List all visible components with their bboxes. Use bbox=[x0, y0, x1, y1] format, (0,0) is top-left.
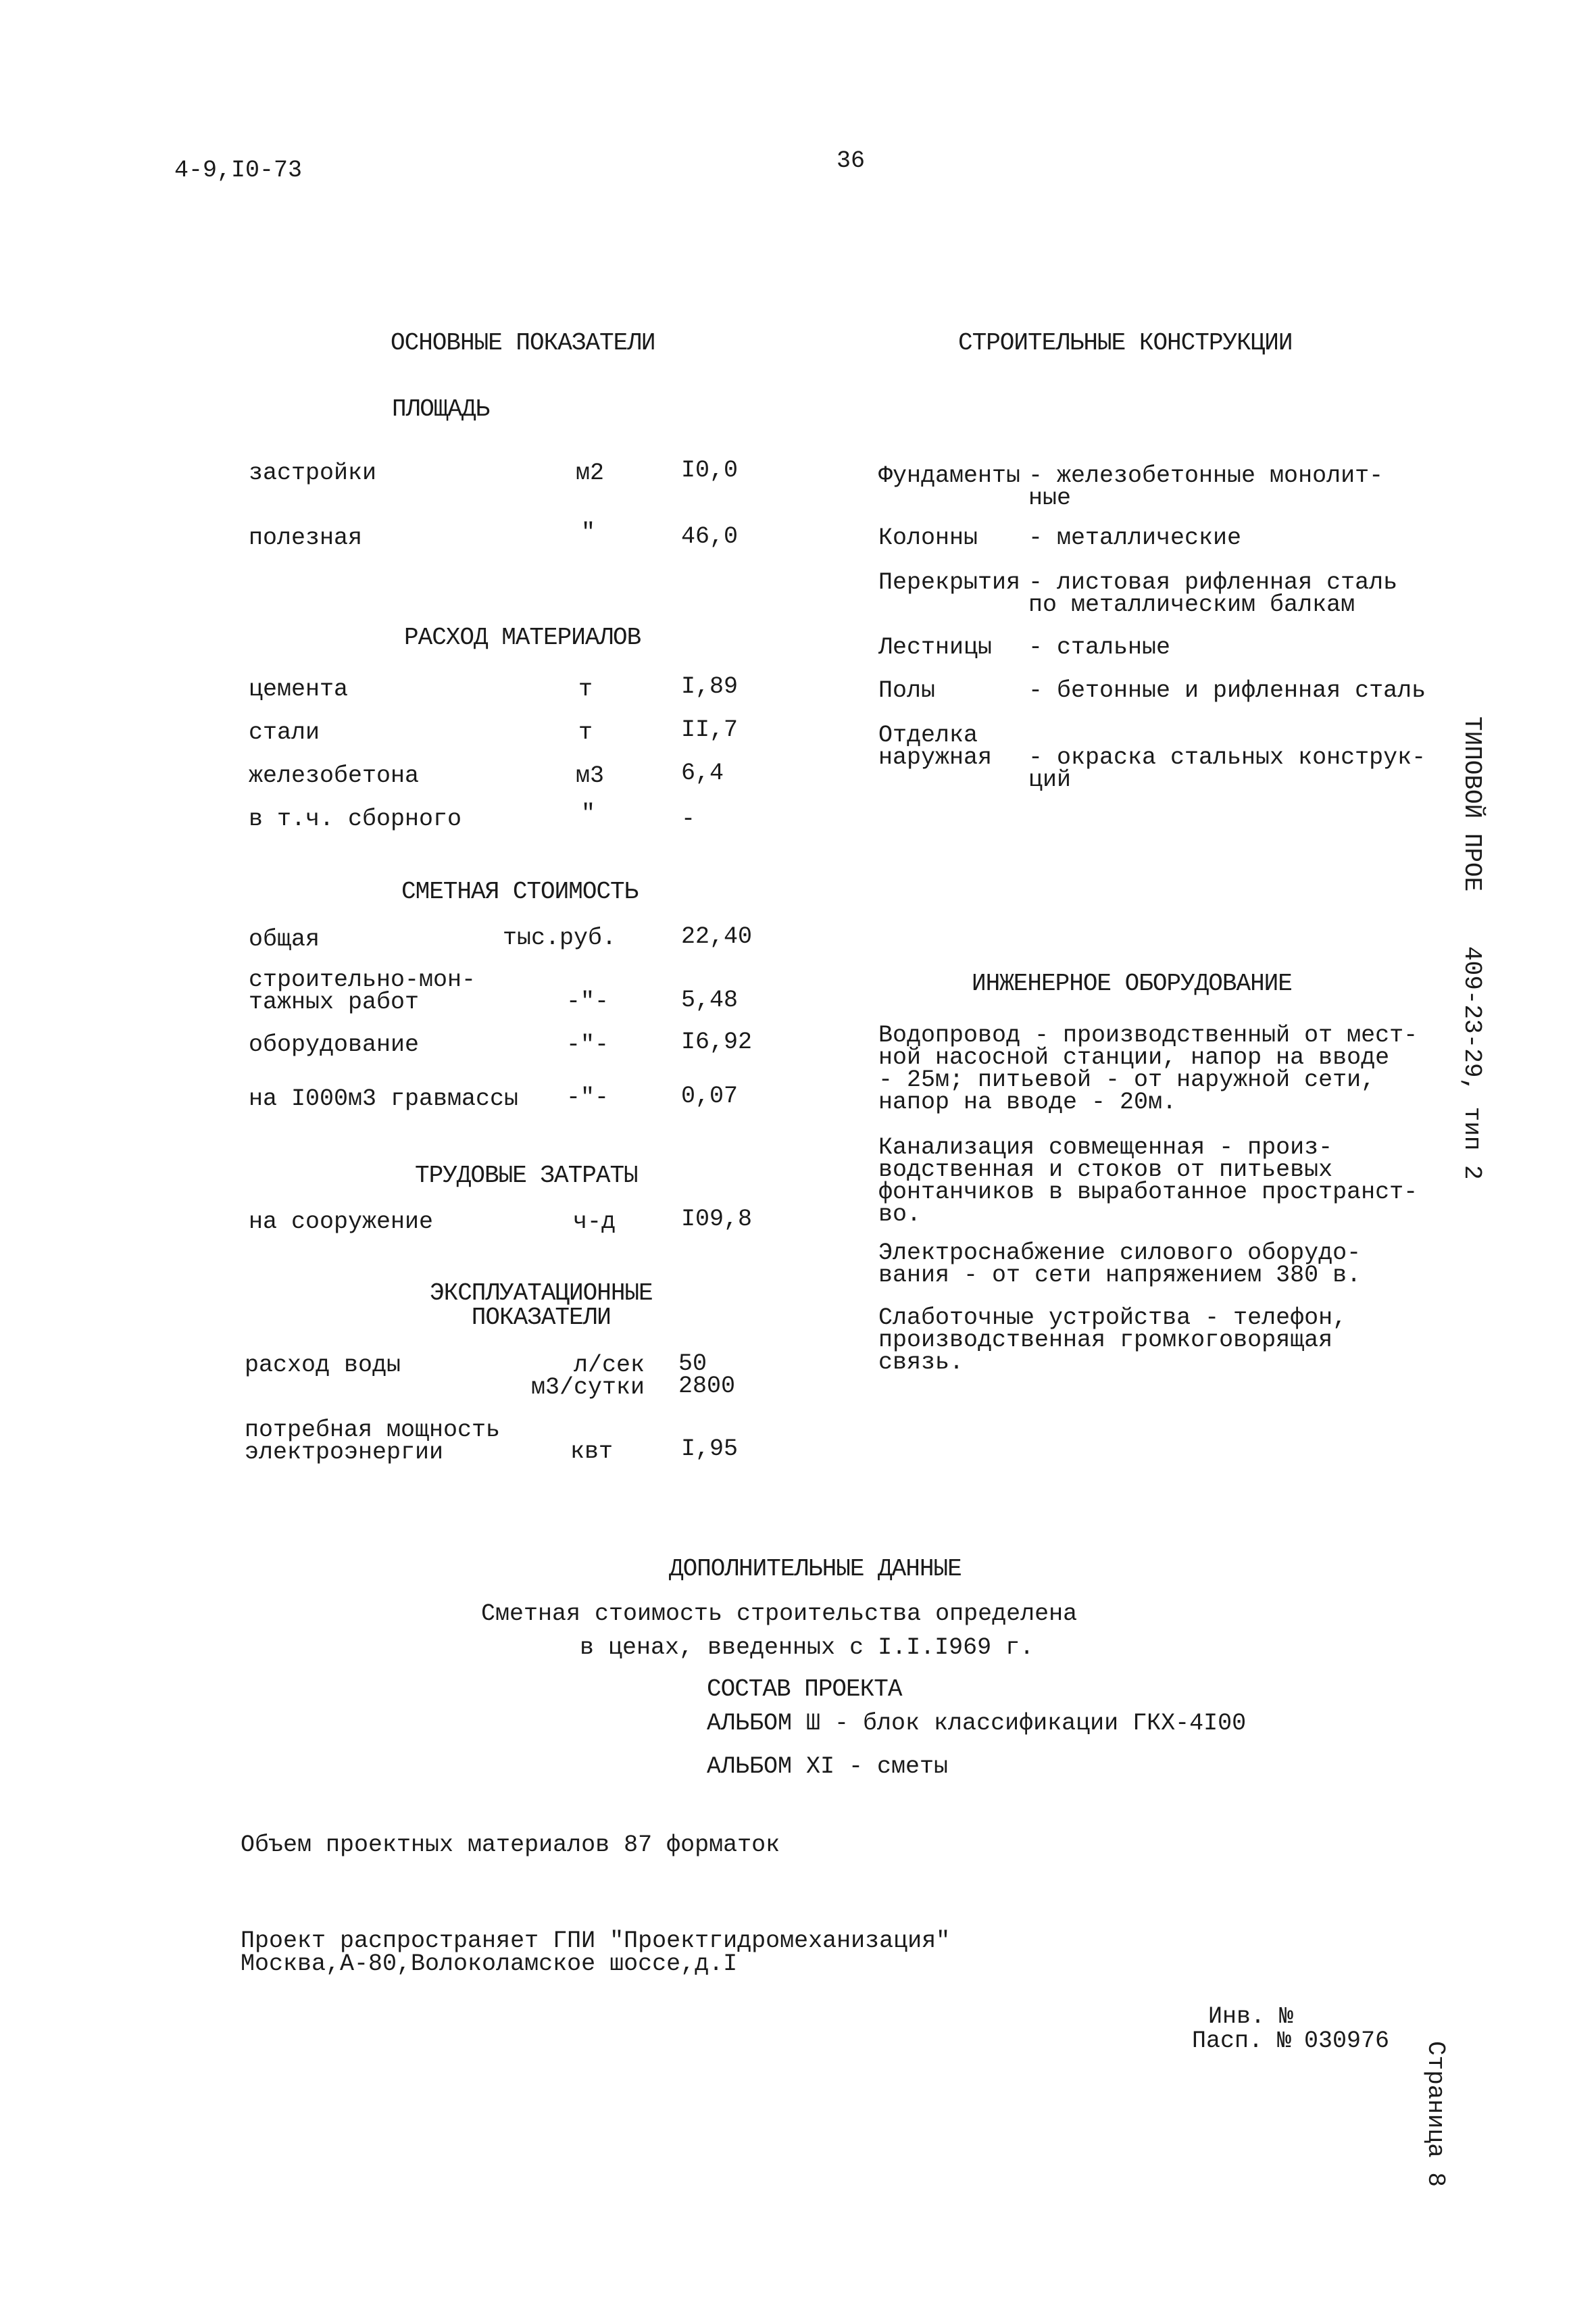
row-value: 6,4 bbox=[681, 760, 724, 787]
row-unit: " bbox=[581, 519, 596, 546]
labor-title: ТРУДОВЫЕ ЗАТРАТЫ bbox=[415, 1162, 638, 1189]
row-name: застройки bbox=[249, 460, 377, 487]
row-value: I0,0 bbox=[681, 457, 739, 484]
cost-title: СМЕТНАЯ СТОИМОСТЬ bbox=[401, 878, 639, 906]
row-unit: -"- bbox=[566, 1031, 609, 1058]
composition-title: СОСТАВ ПРОЕКТА bbox=[707, 1675, 902, 1703]
additional-line: Сметная стоимость строительства определена bbox=[481, 1600, 1078, 1627]
structures-title: СТРОИТЕЛЬНЫЕ КОНСТРУКЦИИ bbox=[958, 329, 1293, 357]
distributor-line: Проект распространяет ГПИ "Проектгидромеханизация" bbox=[241, 1927, 951, 1954]
row-name: железобетона bbox=[249, 762, 420, 789]
distributor-address: Москва,А-80,Волоколамское шоссе,д.I bbox=[241, 1950, 738, 1977]
engineering-paragraph: Водопровод - производственный от мест- ной насосной станции, напор на вводе - 25м; питьевой - от наружной сети, напор на вводе - 20м. bbox=[878, 1022, 1418, 1116]
row-unit: ч-д bbox=[573, 1208, 616, 1235]
row-name: Колонны bbox=[878, 524, 978, 551]
inv-label: Инв. № bbox=[1208, 2003, 1294, 2030]
row-name: в т.ч. сборного bbox=[249, 806, 462, 833]
document-code: 4-9,I0-73 bbox=[174, 157, 303, 184]
side-type-project: ТИПОВОЙ ПРОЕ bbox=[1458, 716, 1486, 892]
row-name: на I000м3 гравмассы bbox=[249, 1085, 519, 1112]
row-name: Фундаменты bbox=[878, 462, 1021, 489]
row-unit: -"- bbox=[566, 1084, 609, 1111]
row-unit: м3 bbox=[576, 762, 605, 789]
row-value: I,89 bbox=[681, 673, 739, 700]
engineering-title: ИНЖЕНЕРНОЕ ОБОРУДОВАНИЕ bbox=[972, 970, 1292, 998]
row-value: - bbox=[681, 806, 696, 833]
side-page-label: Страница 8 bbox=[1422, 2041, 1449, 2188]
side-project-code: 409-23-29, тип 2 bbox=[1458, 946, 1486, 1180]
row-value: I6,92 bbox=[681, 1029, 753, 1056]
row-unit: -"- bbox=[566, 988, 609, 1015]
row-name: Перекрытия bbox=[878, 569, 1021, 596]
row-unit: м2 bbox=[576, 460, 605, 487]
row-desc: - стальные bbox=[1028, 634, 1171, 661]
row-name: полезная bbox=[249, 524, 363, 551]
row-desc: - окраска стальных конструк- ций bbox=[1028, 744, 1426, 793]
engineering-paragraph: Слаботочные устройства - телефон, производственная громкоговорящая связь. bbox=[878, 1304, 1347, 1376]
row-name: общая bbox=[249, 926, 320, 953]
row-unit: т bbox=[578, 719, 593, 746]
operation-title: ЭКСПЛУАТАЦИОННЫЕ ПОКАЗАТЕЛИ bbox=[430, 1279, 653, 1331]
row-unit: " bbox=[581, 800, 596, 827]
main-indicators-title: ОСНОВНЫЕ ПОКАЗАТЕЛИ bbox=[391, 329, 655, 357]
pasp-label: Пасп. № bbox=[1192, 2027, 1292, 2054]
row-value: I,95 bbox=[681, 1435, 739, 1462]
row-desc: - металлические bbox=[1028, 524, 1242, 551]
row-name: стали bbox=[249, 719, 320, 746]
row-name: расход воды bbox=[245, 1352, 401, 1379]
row-name: Отделка наружная bbox=[878, 722, 993, 771]
row-value: I09,8 bbox=[681, 1206, 753, 1233]
row-value: 22,40 bbox=[681, 923, 753, 950]
engineering-paragraph: Канализация совмещенная - произ- водственная и стоков от питьевых фонтанчиков в выработанное пространст- во. bbox=[878, 1134, 1418, 1228]
row-value: 5,48 bbox=[681, 987, 739, 1014]
row-value: 0,07 bbox=[681, 1083, 739, 1110]
page-number: 36 bbox=[837, 147, 866, 174]
row-name: оборудование bbox=[249, 1031, 420, 1058]
row-desc: - бетонные и рифленная сталь bbox=[1028, 677, 1426, 704]
materials-title: РАСХОД МАТЕРИАЛОВ bbox=[404, 624, 641, 651]
engineering-paragraph: Электроснабжение силового оборудо- вания - от сети напряжением 380 в. bbox=[878, 1239, 1362, 1289]
row-value: 50 2800 bbox=[678, 1350, 736, 1400]
row-unit: тыс.руб. bbox=[503, 925, 617, 952]
row-name: цемента bbox=[249, 676, 349, 703]
row-unit: квт bbox=[570, 1438, 614, 1465]
row-unit: т bbox=[578, 676, 593, 703]
row-name: на сооружение bbox=[249, 1208, 434, 1235]
row-name: строительно-мон- тажных работ bbox=[249, 966, 476, 1016]
pasp-number: 030976 bbox=[1304, 2027, 1390, 2054]
additional-title: ДОПОЛНИТЕЛЬНЫЕ ДАННЫЕ bbox=[669, 1555, 962, 1583]
area-title: ПЛОЩАДЬ bbox=[392, 395, 490, 423]
row-desc: - листовая рифленная сталь по металлическим балкам bbox=[1028, 569, 1398, 618]
row-name: Лестницы bbox=[878, 634, 993, 661]
row-name: Полы bbox=[878, 677, 936, 704]
row-unit: л/сек м3/сутки bbox=[530, 1352, 645, 1401]
row-name: потребная мощность электроэнергии bbox=[245, 1417, 501, 1466]
row-value: II,7 bbox=[681, 716, 739, 743]
additional-line: в ценах, введенных с I.I.I969 г. bbox=[580, 1634, 1034, 1661]
volume-note: Объем проектных материалов 87 форматок bbox=[241, 1831, 780, 1858]
album-item: АЛЬБОМ XI - сметы bbox=[707, 1753, 949, 1780]
album-item: АЛЬБОМ Ш - блок классификации ГКХ-4I00 bbox=[707, 1710, 1247, 1737]
row-desc: - железобетонные монолит- ные bbox=[1028, 462, 1384, 512]
row-value: 46,0 bbox=[681, 523, 739, 550]
